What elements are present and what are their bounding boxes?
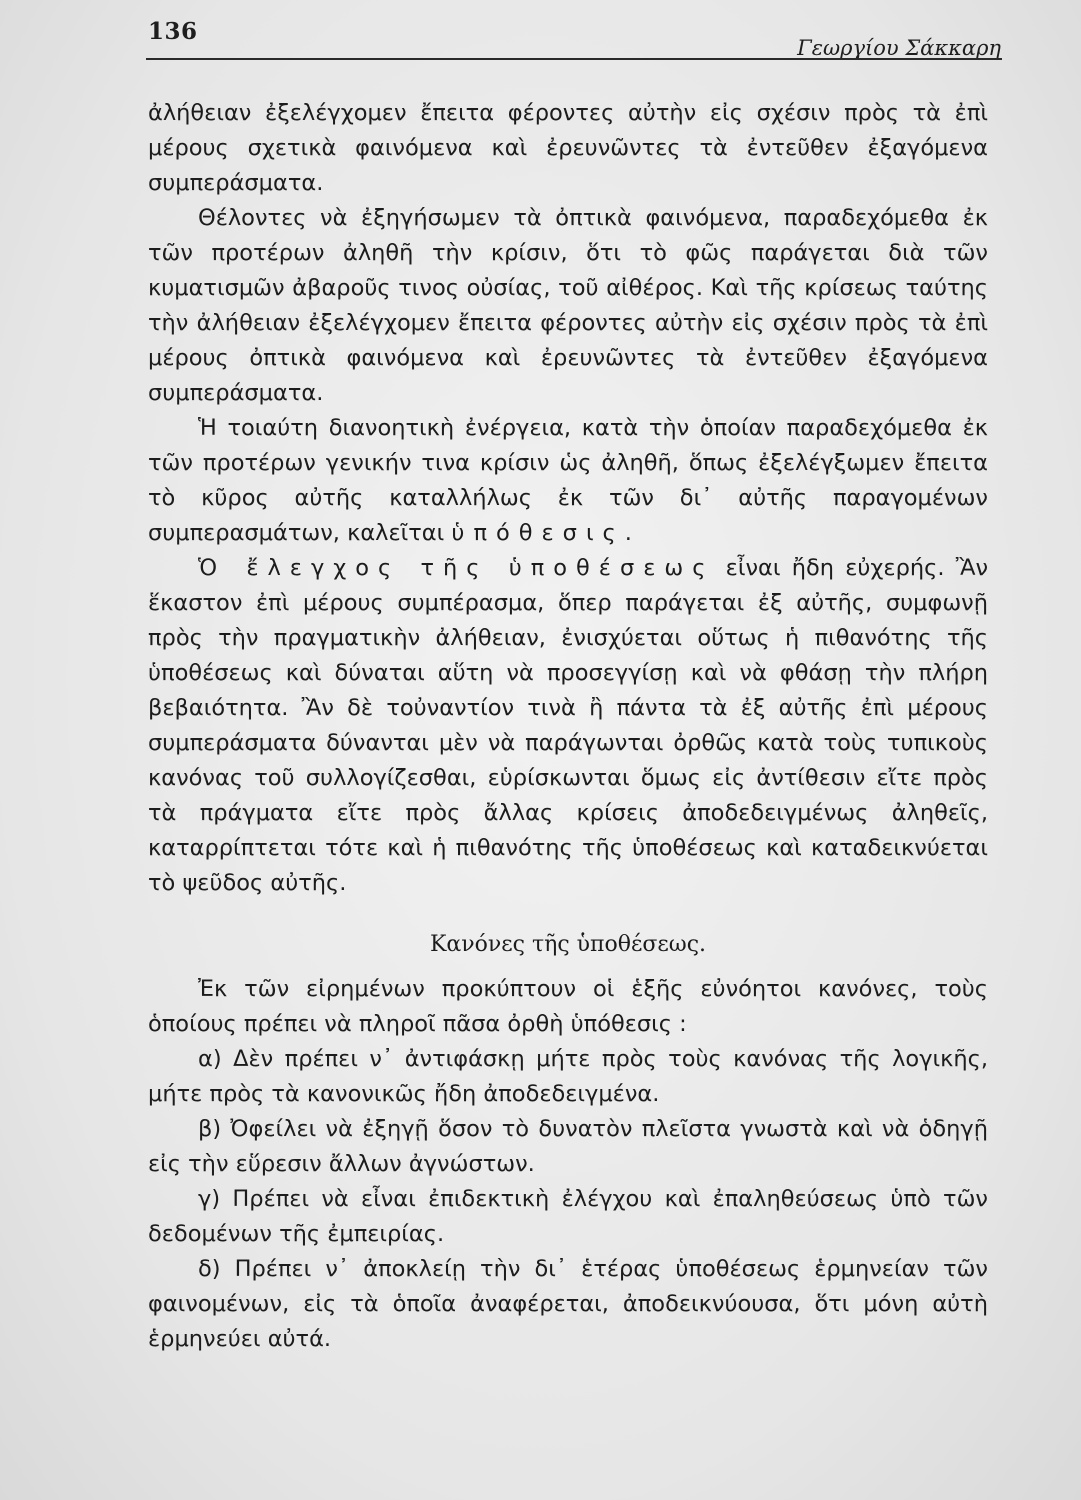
- paragraph-hypothesis-definition: [148, 411, 988, 551]
- body-text: [148, 96, 988, 1357]
- section-intro: Ἐκ τῶν εἰρημένων προκύπτουν οἱ ἑξῆς εὐνόητοι κανόνες, τοὺς ὁποίους πρέπει νὰ πληροῖ πᾶσα ὀρθὴ ὑπόθεσις :: [148, 976, 988, 1037]
- hypothesis-definition-text: Ἡ τοιαύτη διανοητικὴ ἐνέργεια, κατὰ τὴν ὁποίαν παραδεχόμεθα ἐκ τῶν προτέρων γενικήν τινα κρίσιν ὡς ἀληθῆ, ὅπως ἐξελέγξωμεν ἔπειτα τὸ κῦρος αὐτῆς καταλλήλως ἐκ τῶν δι᾽ αὐτῆς παραγομένων συμπερασμάτων, καλεῖται: [148, 415, 988, 546]
- term-hypothesis-testing: Ὁ ἔλεγχος τῆς ὑποθέσεως: [198, 555, 715, 581]
- header-rule: [146, 58, 1002, 60]
- paragraph-optics-example: Θέλοντες νὰ ἐξηγήσωμεν τὰ ὀπτικὰ φαινόμενα, παραδεχόμεθα ἐκ τῶν προτέρων ἀληθῆ τὴν κρίσιν, ὅτι τὸ φῶς παράγεται διὰ τῶν κυματισμῶν ἀβαροῦς τινος οὐσίας, τοῦ αἰθέρος. Καὶ τῆς κρίσεως ταύτης τὴν ἀλήθειαν ἐξελέγχομεν ἔπειτα φέροντες αὐτὴν εἰς σχέσιν πρὸς τὰ ἐπὶ μέρους ὀπτικὰ φαινόμενα καὶ ἐρευνῶντες τὰ ἐντεῦθεν ἐξαγόμενα συμπεράσματα.: [148, 205, 988, 406]
- rule-item-delta: δ) Πρέπει ν᾽ ἀποκλείῃ τὴν δι᾽ ἑτέρας ὑποθέσεως ἑρμηνείαν τῶν φαινομένων, εἰς τὰ ὁποῖα ἀναφέρεται, ἀποδεικνύουσα, ὅτι μόνη αὐτὴ ἑρμηνεύει αὐτά.: [148, 1256, 988, 1352]
- rule-item-gamma: γ) Πρέπει νὰ εἶναι ἐπιδεκτικὴ ἐλέγχου καὶ ἐπαληθεύσεως ὑπὸ τῶν δεδομένων τῆς ἐμπειρίας.: [148, 1186, 988, 1247]
- paragraph-continued: ἀλήθειαν ἐξελέγχομεν ἔπειτα φέροντες αὐτὴν εἰς σχέσιν πρὸς τὰ ἐπὶ μέρους σχετικὰ φαινόμενα καὶ ἐρευνῶντες τὰ ἐντεῦθεν ἐξαγόμενα συμπεράσματα.: [148, 100, 988, 196]
- definition-period: .: [624, 520, 632, 546]
- rule-item-alpha: α) Δὲν πρέπει ν᾽ ἀντιφάσκῃ μήτε πρὸς τοὺς κανόνας τῆς λογικῆς, μήτε πρὸς τὰ κανονικῶς ἤδη ἀποδεδειγμένα.: [148, 1046, 988, 1107]
- page-number: 136: [148, 18, 198, 45]
- section-heading: Κανόνες τῆς ὑποθέσεως.: [429, 932, 707, 957]
- rule-item-beta: β) Ὀφείλει νὰ ἐξηγῇ ὅσον τὸ δυνατὸν πλεῖστα γνωστὰ καὶ νὰ ὁδηγῇ εἰς τὴν εὕρεσιν ἄλλων ἀγνώστων.: [148, 1116, 988, 1177]
- running-head: Γεωργίου Σάκκαρη: [797, 36, 1001, 60]
- hypothesis-testing-text: εἶναι ἤδη εὐχερής. Ἂν ἕκαστον ἐπὶ μέρους συμπέρασμα, ὅπερ παράγεται ἐξ αὐτῆς, συμφωνῇ πρὸς τὴν πραγματικὴν ἀλήθειαν, ἐνισχύεται οὕτως ἡ πιθανότης τῆς ὑποθέσεως καὶ δύναται αὕτη νὰ προσεγγίσῃ καὶ νὰ φθάσῃ τὴν πλήρη βεβαιότητα. Ἂν δὲ τοὐναντίον τινὰ ἢ πάντα τὰ ἐξ αὐτῆς ἐπὶ μέρους συμπεράσματα δύνανται μὲν νὰ παράγωνται ὀρθῶς κατὰ τοὺς τυπικοὺς κανόνας τοῦ συλλογίζεσθαι, εὑρίσκωνται ὅμως εἰς ἀντίθεσιν εἴτε πρὸς τὰ πράγματα εἴτε πρὸς ἄλλας κρίσεις ἀποδεδειγμένως ἀληθεῖς, καταρρίπτεται τότε καὶ ἡ πιθανότης τῆς ὑποθέσεως καὶ καταδεικνύεται τὸ ψεῦδος αὐτῆς.: [148, 555, 989, 896]
- term-hypothesis: ὑπόθεσις: [451, 520, 625, 546]
- paragraph-hypothesis-testing: [148, 551, 988, 901]
